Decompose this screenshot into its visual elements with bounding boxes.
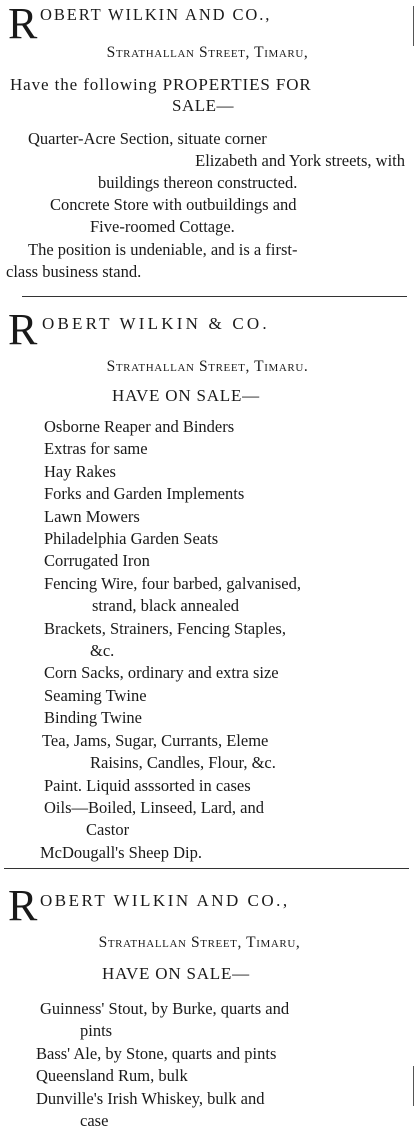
list-item: Tea, Jams, Sugar, Currants, Eleme xyxy=(42,730,269,750)
list-item: McDougall's Sheep Dip. xyxy=(40,842,202,862)
ad-header xyxy=(0,876,415,930)
list-item: Osborne Reaper and Binders xyxy=(44,417,235,436)
property-description xyxy=(26,128,411,238)
list-item: Philadelphia Garden Seats xyxy=(44,529,219,549)
sale-items-list xyxy=(36,998,410,1132)
list-item: Dunville's Irish Whiskey, bulk and xyxy=(36,1088,265,1108)
list-item: Seaming Twine xyxy=(44,685,147,705)
lead-line: HAVE ON SALE— xyxy=(102,964,250,983)
text-line: Elizabeth and York streets, with xyxy=(195,151,405,170)
closing-statement xyxy=(6,239,411,283)
list-item: Forks and Garden Implements xyxy=(44,484,245,504)
list-item-continued: case xyxy=(80,1111,109,1131)
list-item-continued: pints xyxy=(80,1021,113,1041)
column-edge-mark xyxy=(413,1066,415,1106)
paragraph-store xyxy=(26,194,411,238)
street-address: Strathallan Street, Timaru, xyxy=(106,44,309,61)
advertisement-implements xyxy=(0,300,415,862)
list-item: Bass' Ale, by Stone, quarts and pints xyxy=(36,1043,277,1063)
list-item: Lawn Mowers xyxy=(44,506,140,526)
text-line: Concrete Store with outbuildings and xyxy=(50,195,297,214)
text-line: Five-roomed Cottage. xyxy=(90,217,235,236)
ad-header xyxy=(0,0,415,48)
list-item: Guinness' Stout, by Burke, quarts and xyxy=(40,999,290,1018)
lead-line: Have the following PROPERTIES FOR xyxy=(10,75,312,94)
text-line: Quarter-Acre Section, situate corner xyxy=(28,129,267,148)
list-item-continued: Raisins, Candles, Flour, &c. xyxy=(90,753,276,773)
ad-header xyxy=(0,300,415,354)
section-divider xyxy=(22,296,407,297)
sale-items-list xyxy=(40,416,410,864)
column-edge-mark xyxy=(413,6,415,46)
paragraph-section xyxy=(26,128,411,194)
advertisement-properties xyxy=(0,0,415,281)
drop-cap-initial: R xyxy=(8,881,38,930)
drop-cap-initial: R xyxy=(8,0,38,48)
list-item: Queensland Rum, bulk xyxy=(36,1066,188,1086)
section-divider xyxy=(4,868,409,869)
list-item: Fencing Wire, four barbed, galvanised, xyxy=(44,573,301,593)
list-item: Brackets, Strainers, Fencing Staples, xyxy=(44,618,286,638)
lead-line: HAVE ON SALE— xyxy=(112,386,260,405)
list-item: Extras for same xyxy=(44,439,148,459)
firm-name: OBERT WILKIN & CO. xyxy=(42,314,270,333)
drop-cap-initial: R xyxy=(8,305,38,354)
firm-name: OBERT WILKIN AND CO., xyxy=(40,891,290,910)
text-line: buildings thereon constructed. xyxy=(98,173,298,192)
firm-name: OBERT WILKIN AND CO., xyxy=(40,5,272,24)
text-line: The position is undeniable, and is a first- xyxy=(28,240,298,259)
advertisement-liquor xyxy=(0,876,415,1131)
list-item: Corn Sacks, ordinary and extra size xyxy=(44,663,279,683)
list-item: Corrugated Iron xyxy=(44,551,150,571)
list-item-continued: &c. xyxy=(90,641,115,661)
list-item-continued: strand, black annealed xyxy=(92,596,240,616)
list-item: Binding Twine xyxy=(44,708,143,728)
list-item-continued: Castor xyxy=(86,820,130,840)
list-item: Paint. Liquid asssorted in cases xyxy=(44,775,251,795)
street-address: Strathallan Street, Timaru, xyxy=(98,934,301,951)
text-line: class business stand. xyxy=(6,262,142,281)
list-item: Oils—Boiled, Linseed, Lard, and xyxy=(44,797,264,817)
lead-line-continued: SALE— xyxy=(172,96,234,115)
street-address: Strathallan Street, Timaru. xyxy=(106,358,309,375)
list-item: Hay Rakes xyxy=(44,461,116,481)
